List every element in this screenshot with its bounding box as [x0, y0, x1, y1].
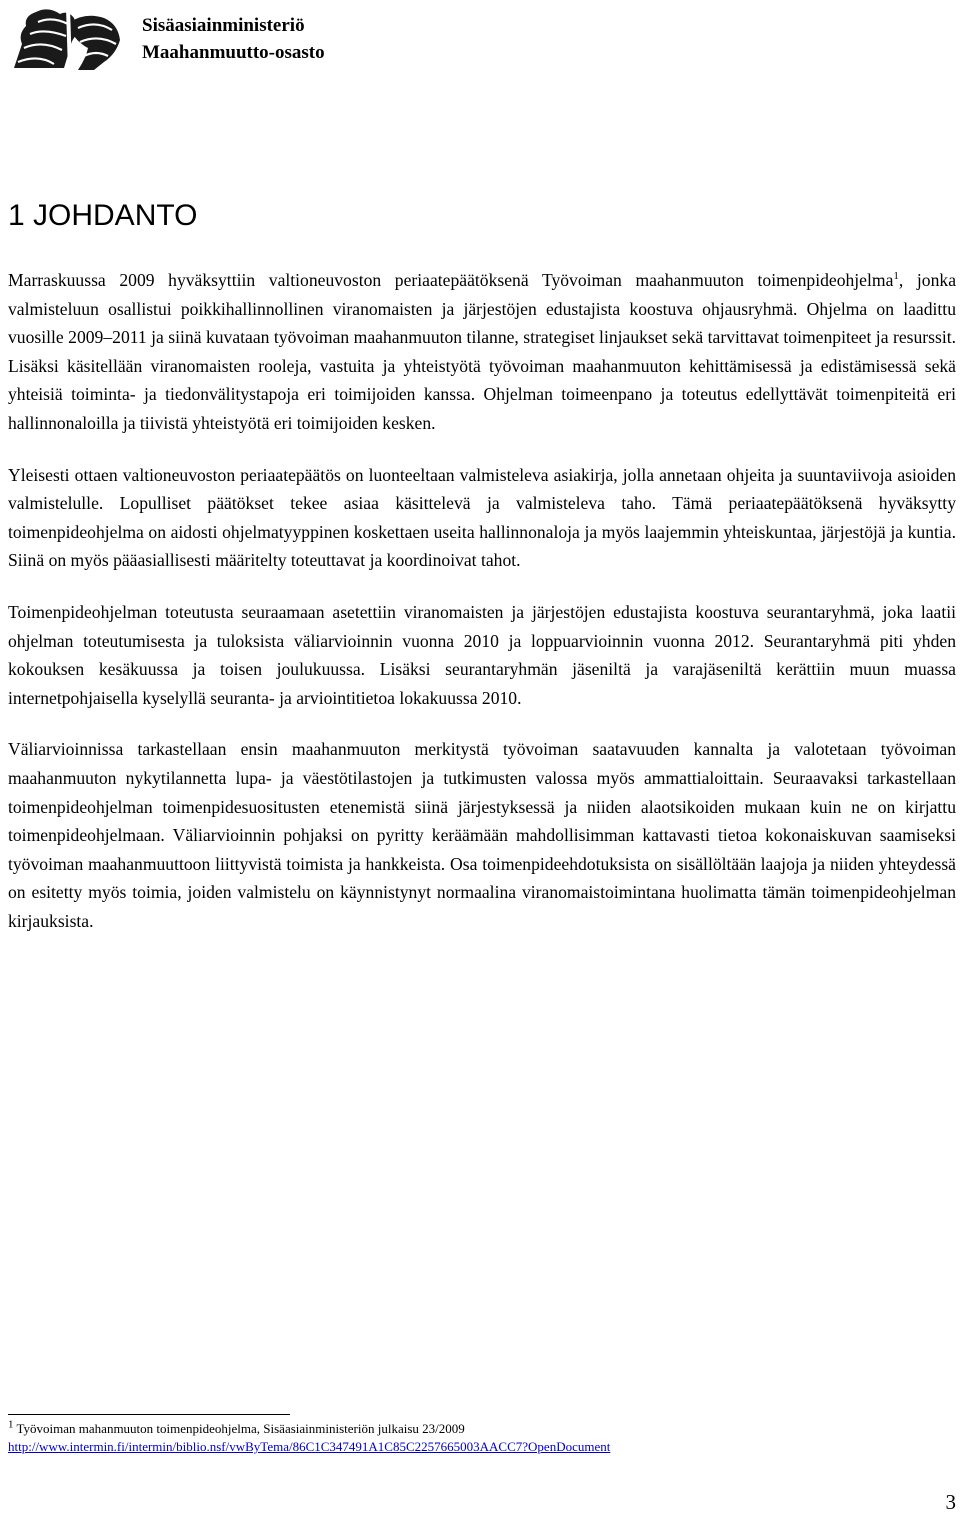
- section-heading: 1 JOHDANTO: [8, 199, 198, 232]
- footnote-reference[interactable]: 1: [893, 270, 899, 283]
- footnote-number: 1: [8, 1418, 14, 1431]
- paragraph-3: Toimenpideohjelman toteutusta seuraamaan asetettiin viranomaisten ja järjestöjen edustajista koostuva seurantaryhmä, joka laatii ohjelman toteutumisesta ja tuloksista väliarvioinnin vuonna 2010 ja loppuarvioinnin vuonna 2012. Seurantaryhmä piti yhden kokouksen kesäkuussa ja toisen joulukuussa. Lisäksi seurantaryhmän jäseniltä ja varajäseniltä kerättiin muun muassa internetpohjaisella kyselyllä seuranta- ja arviointitietoa lokakuussa 2010.: [8, 601, 956, 708]
- paragraph-4: Väliarvioinnissa tarkastellaan ensin maahanmuuton merkitystä työvoiman saatavuuden kannalta ja valotetaan työvoiman maahanmuuton nykytilannetta lupa- ja väestötilastojen ja tutkimusten valossa myös ammattialoittain. Seuraavaksi tarkastellaan toimenpideohjelman toimenpidesuositusten etenemistä siinä järjestyksessä ja niiden alaotsikoiden mukaan kuin ne on kirjattu toimenpideohjelmaan. Väliarvioinnin pohjaksi on pyritty keräämään mahdollisimman kattavasti tietoa kokonaiskuvan saamiseksi työvoiman maahanmuuttoon liittyvistä toimista ja hankkeista. Osa toimenpideehdotuksista on sisällöltään laajoja ja niiden yhteydessä on esitetty myös toimia, joiden valmistelu on käynnistynyt normaalina viranomaistoimintana huolimatta tämän toimenpideohjelman kirjauksista.: [8, 739, 956, 931]
- footnote-link[interactable]: http://www.intermin.fi/intermin/biblio.nsf/vwByTema/86C1C347491A1C85C2257665003AACC7?OpenDocument: [8, 1439, 611, 1454]
- paragraph-1-part-2: , jonka valmisteluun osallistui poikkihallinnollinen viranomaisten ja järjestöjen edustajista koostuva ohjausryhmä. Ohjelma on laadittu vuosille 2009–2011 ja siinä kuvataan työvoiman maahanmuuton tilanne, strategiset linjaukset sekä tarvittavat toimenpiteet ja resurssit. Lisäksi käsitellään viranomaisten rooleja, vastuita ja yhteistyötä työvoiman maahanmuuton kehittämisessä ja edistämisessä sekä yhteisiä toiminta- ja tiedonvälitystapoja eri toimijoiden kanssa. Ohjelman toimeenpano ja toteutus edellyttävät toimenpiteitä eri hallinnonaloilla ja tiivistä yhteistyötä eri toimijoiden kesken.: [8, 270, 957, 433]
- body-text: [8, 266, 956, 958]
- footnote-text: Työvoiman mahanmuuton toimenpideohjelma, Sisäasiainministeriön julkaisu 23/2009: [13, 1421, 465, 1436]
- ministry-lion-crest-icon: [8, 4, 128, 72]
- footnote-divider: [8, 1414, 290, 1415]
- organization-name: [142, 12, 325, 66]
- paragraph-2: Yleisesti ottaen valtioneuvoston periaatepäätös on luonteeltaan valmisteleva asiakirja, jolla annetaan ohjeita ja suuntaviivoja asioiden valmistelulle. Lopulliset päätökset tekee asiaa käsittelevä ja valmisteleva taho. Tämä periaatepäätöksenä hyväksytty toimenpideohjelma on aidosti ohjelmatyyppinen koskettaen useita hallinnonaloja ja myös laajemmin yhteiskuntaa, järjestöjä ja kuntia. Siinä on myös pääasiallisesti määritelty toteuttavat ja koordinoivat tahot.: [8, 464, 956, 571]
- org-ministry-name: Sisäasiainministeriö: [142, 15, 305, 36]
- document-header: [8, 4, 408, 74]
- page-number: 3: [945, 1490, 956, 1514]
- footnote: [8, 1420, 610, 1456]
- org-department-name: Maahanmuutto-osasto: [142, 42, 325, 63]
- paragraph-1: [8, 266, 956, 438]
- paragraph-1-part-1: Marraskuussa 2009 hyväksyttiin valtioneuvoston periaatepäätöksenä Työvoiman maahanmuuton toimenpideohjelma: [8, 270, 894, 290]
